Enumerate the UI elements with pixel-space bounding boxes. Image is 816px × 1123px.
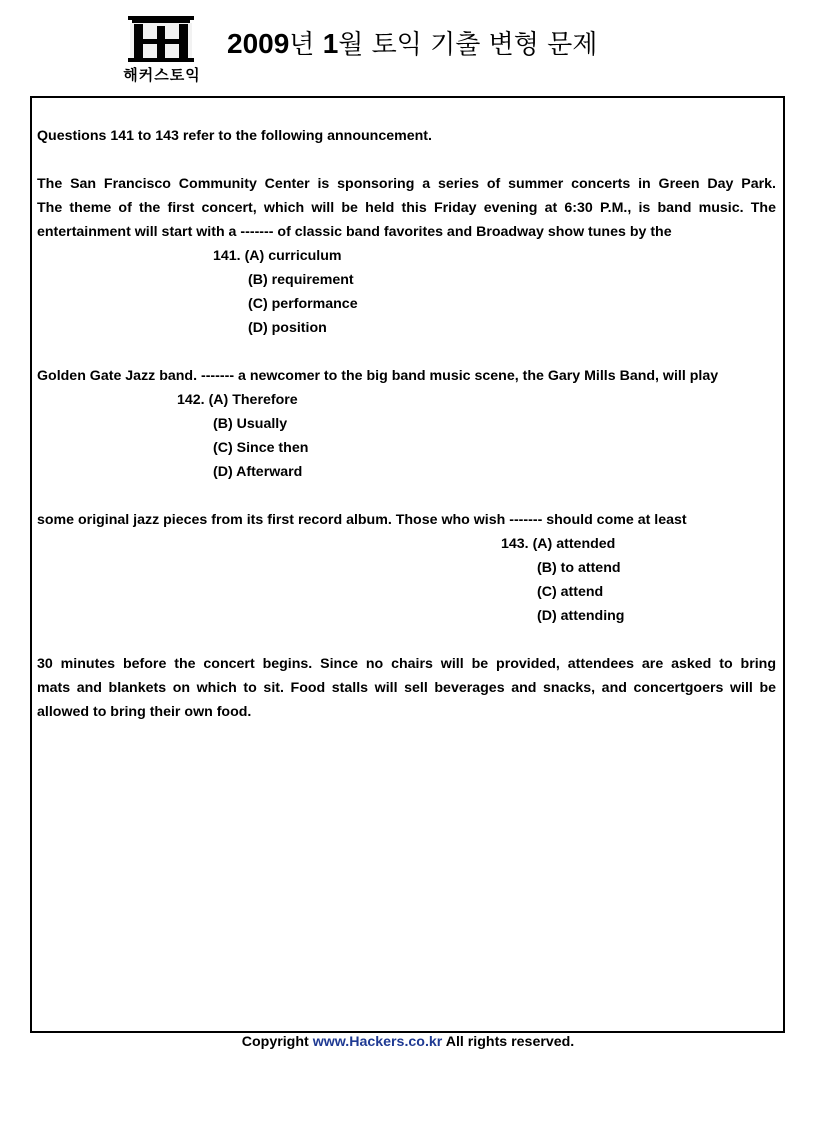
- passage-content: [37, 124, 776, 724]
- answer-option[interactable]: (B) Usually: [213, 416, 288, 432]
- answer-option[interactable]: (A) curriculum: [244, 248, 342, 264]
- passage-intro: Questions 141 to 143 refer to the following announcement.: [37, 128, 432, 144]
- copyright-suffix: All rights reserved.: [445, 1034, 575, 1050]
- copyright-prefix: Copyright: [241, 1034, 309, 1050]
- answer-option[interactable]: (D) attending: [537, 608, 625, 624]
- passage-line: some original jazz pieces from its first record album. Those who wish ------- should come at least: [37, 512, 687, 528]
- copyright-footer: [0, 1034, 816, 1050]
- question-143: [37, 532, 776, 556]
- answer-option[interactable]: (B) requirement: [248, 272, 354, 288]
- answer-option[interactable]: (A) Therefore: [208, 392, 298, 408]
- question-number: 143.: [501, 536, 529, 552]
- passage-line: mats and blankets on which to sit. Food stalls will sell beverages and snacks, and concertgoers will be: [37, 680, 776, 696]
- answer-option[interactable]: (C) attend: [537, 584, 604, 600]
- passage-line: Golden Gate Jazz band. ------- a newcomer to the big band music scene, the Gary Mills Band, will play: [37, 368, 719, 384]
- hackers-link[interactable]: www.Hackers.co.kr: [312, 1034, 443, 1050]
- page-title: [227, 24, 597, 61]
- answer-option[interactable]: (A) attended: [532, 536, 616, 552]
- hackers-logo: [112, 14, 212, 90]
- answer-option[interactable]: (C) performance: [248, 296, 358, 312]
- pillar-h-icon: [112, 14, 212, 64]
- logo-caption: 해커스토익: [123, 66, 201, 84]
- title-month: 1: [322, 28, 339, 59]
- title-year: 2009: [227, 28, 290, 59]
- answer-option[interactable]: (B) to attend: [537, 560, 621, 576]
- answer-option[interactable]: (D) Afterward: [213, 464, 303, 480]
- question-number: 141.: [213, 248, 241, 264]
- question-141: [37, 244, 776, 268]
- answer-option[interactable]: (D) position: [248, 320, 327, 336]
- title-rest: 월 토익 기출 변형 문제: [338, 30, 598, 60]
- passage-line: 30 minutes before the concert begins. Since no chairs will be provided, attendees are asked to bring: [37, 656, 776, 672]
- passage-line: allowed to bring their own food.: [37, 704, 252, 720]
- answer-option[interactable]: (C) Since then: [213, 440, 309, 456]
- passage-line: The theme of the first concert, which will be held this Friday evening at 6:30 P.M., is band music. The: [37, 200, 776, 216]
- question-number: 142.: [177, 392, 205, 408]
- question-142: [37, 388, 776, 412]
- passage-line: entertainment will start with a ------- of classic band favorites and Broadway show tunes by the: [37, 224, 672, 240]
- title-year-suffix: 년: [289, 30, 315, 60]
- passage-line: The San Francisco Community Center is sponsoring a series of summer concerts in Green Day Park.: [37, 176, 776, 192]
